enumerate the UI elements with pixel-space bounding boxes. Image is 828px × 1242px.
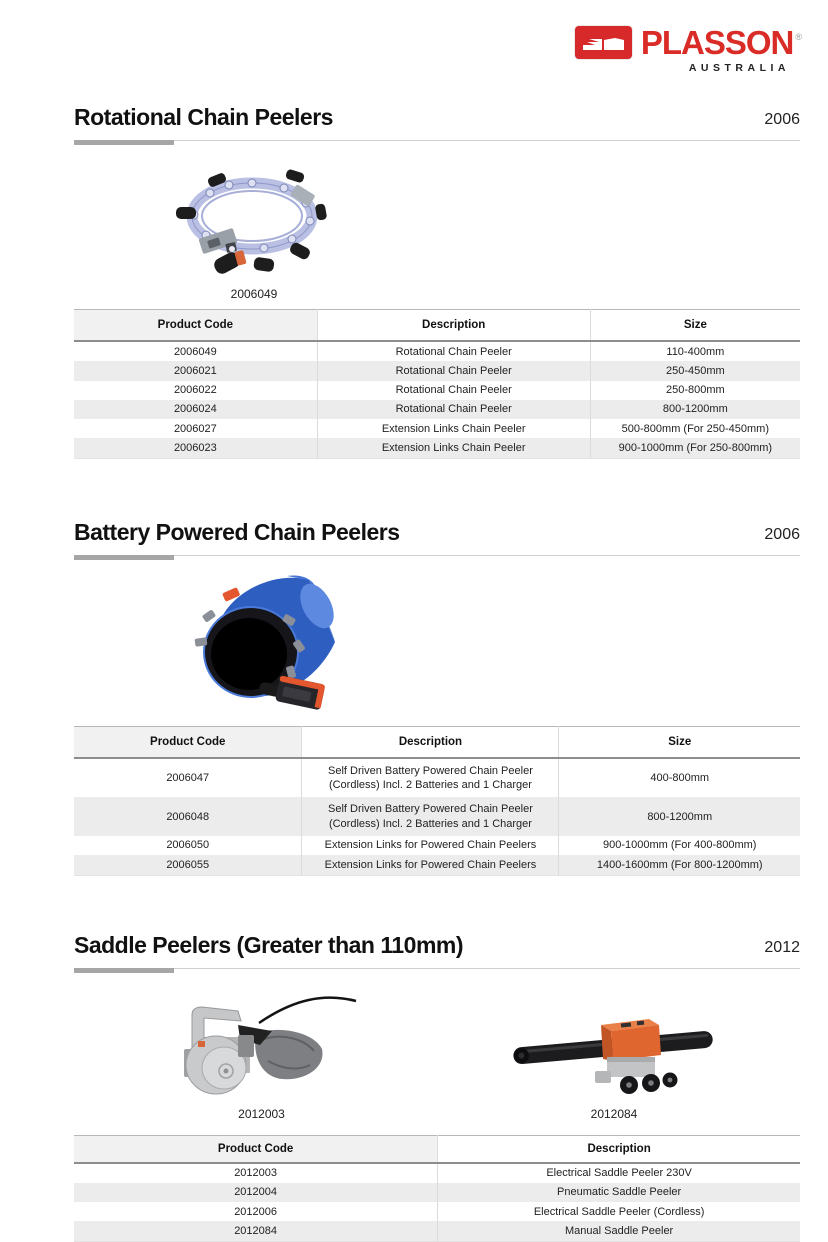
header-row xyxy=(74,726,800,758)
table-cell: 2012004 xyxy=(234,1186,278,1199)
table-row xyxy=(74,1183,800,1202)
manual-saddle-peeler-image xyxy=(509,999,719,1103)
table-cell: 250-450mm xyxy=(590,361,800,380)
product-code-caption: 2012084 xyxy=(590,1106,638,1121)
column-header: Description xyxy=(302,726,559,758)
table-row xyxy=(74,1163,800,1183)
logo-brand-text xyxy=(641,26,800,59)
logo-main xyxy=(575,26,800,59)
column-header: Product Code xyxy=(74,310,317,342)
table-cell: Rotational Chain Peeler xyxy=(317,381,590,400)
table-row xyxy=(74,836,800,855)
table-cell: 250-800mm xyxy=(590,381,800,400)
table-row xyxy=(74,1202,800,1221)
section-title: Rotational Chain Peelers xyxy=(74,104,333,130)
table-row xyxy=(74,419,800,438)
table-cell: Extension Links for Powered Chain Peelers xyxy=(302,836,559,855)
table-cell: Electrical Saddle Peeler 230V xyxy=(438,1163,800,1183)
table-cell: 2012003 xyxy=(234,1167,278,1180)
table-cell: Self Driven Battery Powered Chain Peeler (Cordless) Incl. 2 Batteries and 1 Charger xyxy=(302,758,559,798)
table-body xyxy=(74,341,800,458)
table-cell: 400-800mm xyxy=(559,758,800,798)
table-cell: Extension Links Chain Peeler xyxy=(317,419,590,438)
battery-powered-chain-peelers-table xyxy=(74,726,800,876)
figures-row xyxy=(74,560,800,718)
section-header xyxy=(74,104,800,131)
battery-powered-chain-peeler-image xyxy=(189,568,344,718)
header-row xyxy=(74,310,800,342)
figure xyxy=(509,999,719,1121)
page xyxy=(74,0,800,1242)
table-cell: Extension Links Chain Peeler xyxy=(317,438,590,458)
header-row xyxy=(74,1135,800,1163)
table-cell: 2006024 xyxy=(173,403,217,416)
saddle-peelers-table xyxy=(74,1135,800,1242)
section-saddle-peelers xyxy=(74,932,800,1242)
table-cell: 110-400mm xyxy=(590,341,800,361)
page-number: 2012 xyxy=(764,938,800,956)
table-row xyxy=(74,758,800,798)
section-header xyxy=(74,519,800,546)
table-cell: 2006049 xyxy=(173,345,217,358)
brand-name: PLASSON xyxy=(640,24,794,61)
table-cell: 2006022 xyxy=(173,384,217,397)
product-code-caption: 2012003 xyxy=(238,1106,285,1121)
table-row xyxy=(74,797,800,836)
column-header: Size xyxy=(590,310,800,342)
table-cell: 2006047 xyxy=(166,771,210,784)
table-cell: 2006021 xyxy=(173,364,217,377)
section-rotational-chain-peelers xyxy=(74,104,800,459)
table-head xyxy=(74,310,800,342)
section-battery-powered-chain-peelers xyxy=(74,519,800,876)
table-cell: Electrical Saddle Peeler (Cordless) xyxy=(438,1202,800,1221)
table-cell: Pneumatic Saddle Peeler xyxy=(438,1183,800,1202)
table-body xyxy=(74,758,800,875)
column-header: Description xyxy=(438,1135,800,1163)
table-row xyxy=(74,1221,800,1241)
table-cell: Self Driven Battery Powered Chain Peeler (Cordless) Incl. 2 Batteries and 1 Charger xyxy=(302,797,559,836)
figures-row xyxy=(74,145,800,301)
header xyxy=(74,0,800,74)
table-head xyxy=(74,1135,800,1163)
table-body xyxy=(74,1163,800,1242)
rotational-chain-peeler-image xyxy=(174,163,334,283)
section-title: Battery Powered Chain Peelers xyxy=(74,518,400,545)
table-row xyxy=(74,341,800,361)
table-row xyxy=(74,855,800,875)
section-header xyxy=(74,932,800,959)
plasson-logo-icon xyxy=(575,26,632,59)
table-cell: 2012006 xyxy=(234,1205,278,1218)
table-cell: 900-1000mm (For 400-800mm) xyxy=(559,836,800,855)
table-cell: 800-1200mm xyxy=(559,797,800,836)
plasson-logo xyxy=(575,26,800,74)
table-row xyxy=(74,438,800,458)
section-title: Saddle Peelers (Greater than 110mm) xyxy=(74,931,464,958)
table-cell: 2006050 xyxy=(166,839,210,852)
logo-country-text: AUSTRALIA xyxy=(688,62,790,74)
section-divider xyxy=(74,968,800,973)
table-cell: 2006023 xyxy=(173,441,217,454)
table-cell: Manual Saddle Peeler xyxy=(438,1221,800,1241)
column-header: Product Code xyxy=(74,726,302,758)
logo-mark-graphic xyxy=(575,26,632,59)
table-cell: Rotational Chain Peeler xyxy=(317,400,590,419)
table-head xyxy=(74,726,800,758)
column-header: Product Code xyxy=(74,1135,438,1163)
column-header: Size xyxy=(559,726,800,758)
registered-mark: ® xyxy=(795,32,802,42)
figure xyxy=(189,568,344,718)
table-cell: 800-1200mm xyxy=(590,400,800,419)
figures-row xyxy=(74,991,800,1121)
table-cell: Extension Links for Powered Chain Peelers xyxy=(302,855,559,875)
table-cell: Rotational Chain Peeler xyxy=(317,341,590,361)
table-cell: 2012084 xyxy=(234,1224,278,1237)
table-row xyxy=(74,361,800,380)
figure xyxy=(164,991,359,1121)
table-cell: 2006027 xyxy=(173,422,217,435)
page-number: 2006 xyxy=(764,111,800,128)
figure xyxy=(174,163,334,301)
electrical-saddle-peeler-image xyxy=(164,991,359,1103)
column-header: Description xyxy=(317,310,590,342)
table-row xyxy=(74,381,800,400)
table-cell: 1400-1600mm (For 800-1200mm) xyxy=(559,855,800,875)
section-divider xyxy=(74,140,800,145)
table-cell: 2006048 xyxy=(166,810,210,823)
table-row xyxy=(74,400,800,419)
page-number: 2006 xyxy=(764,525,800,543)
table-cell: 900-1000mm (For 250-800mm) xyxy=(590,438,800,458)
section-divider xyxy=(74,555,800,560)
table-cell: 500-800mm (For 250-450mm) xyxy=(590,419,800,438)
table-cell: Rotational Chain Peeler xyxy=(317,361,590,380)
rotational-chain-peelers-table xyxy=(74,309,800,459)
product-code-caption: 2006049 xyxy=(230,287,278,301)
table-cell: 2006055 xyxy=(166,858,210,871)
